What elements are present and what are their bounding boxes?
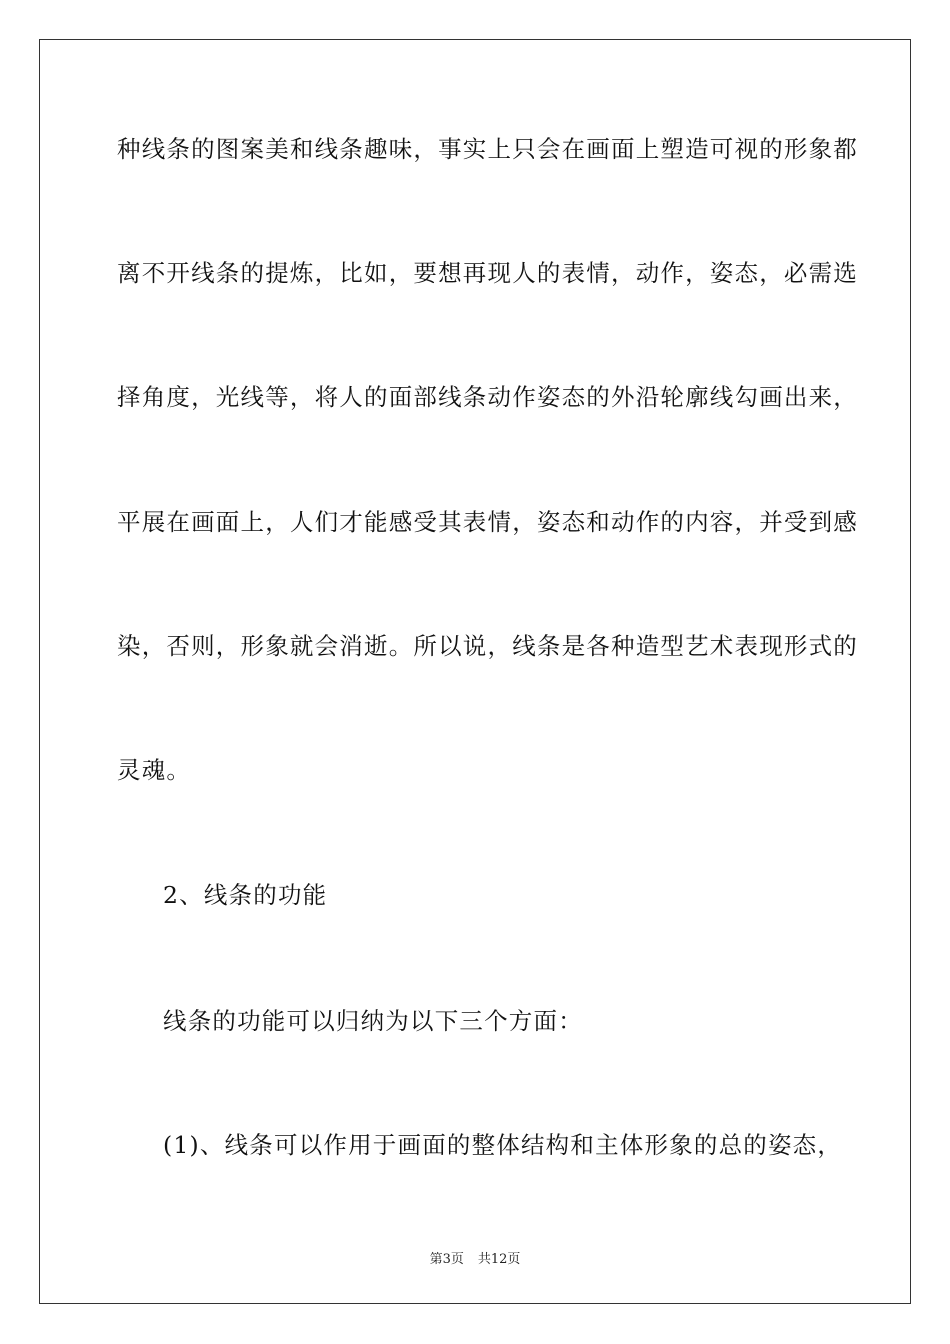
paragraph-line-3: 择角度，光线等，将人的面部线条动作姿态的外沿轮廓线勾画出来， (117, 383, 858, 411)
paragraph-line-4: 平展在画面上，人们才能感受其表情，姿态和动作的内容，并受到感 (117, 508, 858, 536)
paragraph-line-2: 离不开线条的提炼，比如，要想再现人的表情，动作，姿态，必需选 (117, 259, 858, 287)
paragraph-line-1: 种线条的图案美和线条趣味，事实上只会在画面上塑造可视的形象都 (117, 135, 858, 163)
intro-text: 线条的功能可以归纳为以下三个方面： (163, 1007, 583, 1035)
paragraph-line-5: 染，否则，形象就会消逝。所以说，线条是各种造型艺术表现形式的 (117, 632, 858, 660)
page-footer (0, 1248, 950, 1267)
paragraph-line-6: 灵魂。 (117, 756, 192, 784)
list-item-1: (1)、线条可以作用于画面的整体结构和主体形象的总的姿态， (163, 1131, 843, 1159)
page-border (39, 39, 911, 1304)
page-number: 第3页 (429, 1252, 464, 1267)
total-pages: 共12页 (477, 1252, 521, 1267)
section-heading: 2、线条的功能 (163, 881, 328, 909)
